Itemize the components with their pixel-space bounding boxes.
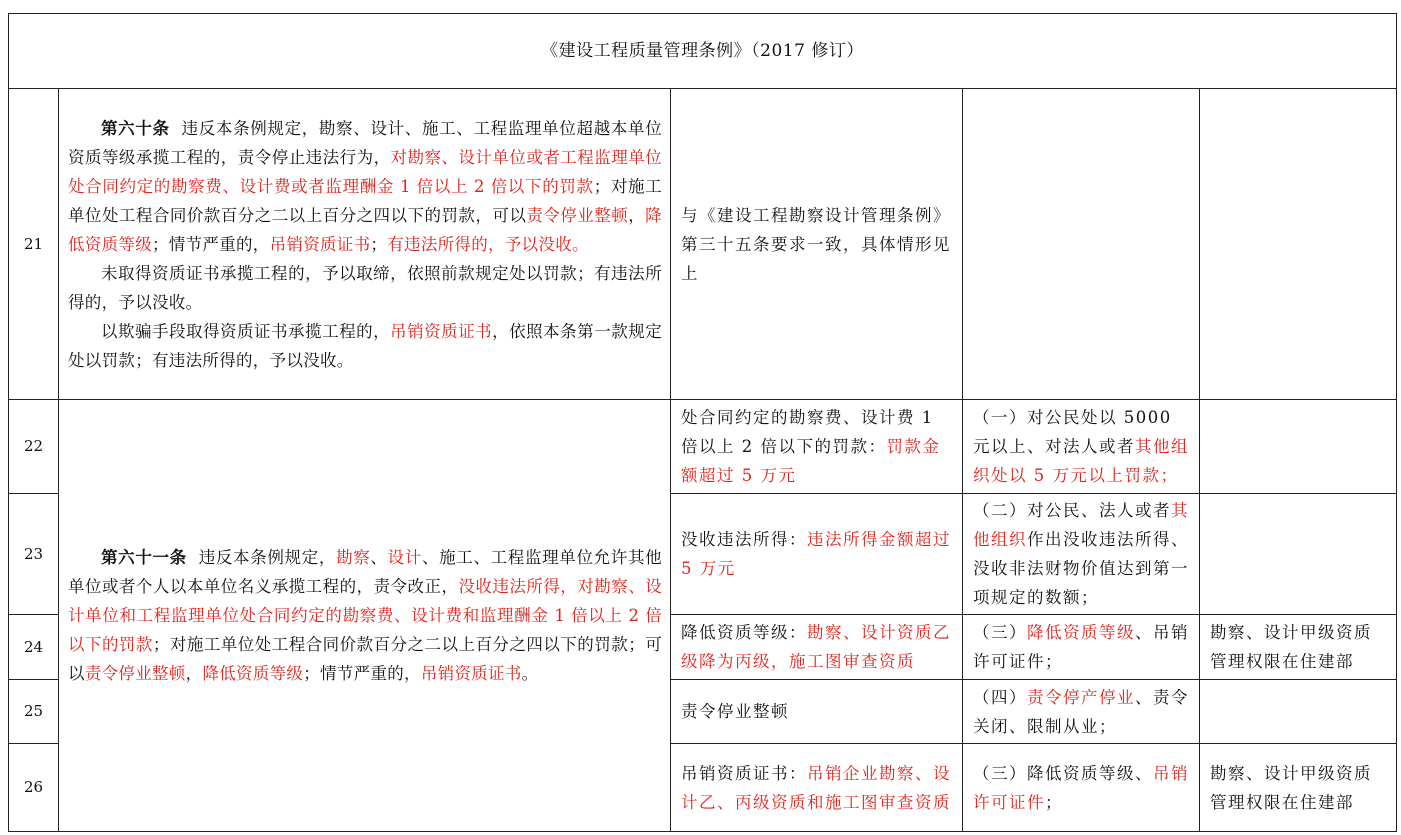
- text-segment: ；情节严重的，: [152, 234, 270, 254]
- regulation-table: [8, 13, 1397, 832]
- highlight-text: 违法所得金额超过 5 万元: [681, 530, 951, 578]
- basis-cell: [963, 615, 1200, 680]
- highlight-text: 责令停业整顿: [526, 205, 629, 225]
- text-segment: （一）对公民处以 5000 元以上、对法人或者: [973, 408, 1172, 456]
- standard-cell: [671, 494, 963, 615]
- highlight-text: 降低资质等级: [68, 205, 662, 254]
- highlight-text: 吊销资质证书: [269, 234, 371, 254]
- note-cell: 勘察、设计甲级资质管理权限在住建部: [1200, 744, 1397, 832]
- highlight-text: 设计: [387, 548, 422, 567]
- title-row: [9, 14, 1397, 89]
- text-segment: 作出没收违法所得、没收非法财物价值达到第一项规定的数额；: [973, 530, 1189, 607]
- text-segment: ；情节严重的，: [303, 664, 421, 683]
- article-61-paragraph: [68, 543, 662, 688]
- basis-cell: [963, 744, 1200, 832]
- text-segment: ；对施工单位处工程合同价款百分之二以上百分之四以下的罚款，可以: [68, 176, 662, 225]
- article-60-paragraph-2: 未取得资质证书承揽工程的，予以取缔，依照前款规定处以罚款；有违法所得的，予以没收。: [68, 263, 662, 312]
- text-segment: 。: [521, 664, 539, 683]
- text-segment: 降低资质等级：: [681, 623, 807, 642]
- row-number: 26: [9, 744, 59, 832]
- text-segment: 以欺骗手段取得资质证书承揽工程的，: [101, 321, 391, 341]
- text-segment: ；: [370, 234, 388, 254]
- article-61-text: [59, 400, 671, 832]
- table-row: [9, 89, 1397, 400]
- standard-cell: 与《建设工程勘察设计管理条例》第三十五条要求一致，具体情形见上: [671, 89, 963, 400]
- text-segment: （三）降低资质等级、: [973, 763, 1153, 783]
- row-number: 24: [9, 615, 59, 680]
- standard-cell: [671, 400, 963, 494]
- table-row: [9, 400, 1397, 494]
- row-number: 22: [9, 400, 59, 494]
- text-segment: ，依照本条第一款规定处以罚款；有违法所得的，予以没收。: [68, 321, 663, 370]
- text-segment: 、吊销许可证件；: [973, 623, 1189, 671]
- highlight-text: 对勘察、设计单位或者工程监理单位处合同约定的勘察费、设计费或者监理酬金 1 倍以上 2 倍以下的罚款: [68, 147, 662, 196]
- article-60-text: [59, 89, 671, 400]
- highlight-text: 吊销企业勘察、设计乙、丙级资质和施工图审查资质: [681, 763, 951, 812]
- text-segment: ；对施工单位处工程合同价款百分之二以上百分之四以下的罚款；可以: [68, 635, 663, 683]
- text-segment: 违反本条例规定，勘察、设计、施工、工程监理单位超越本单位资质等级承揽工程的，责令停止违法行为，: [68, 118, 663, 167]
- article-60-heading: 第六十条: [101, 118, 170, 138]
- highlight-text: 勘察、设计资质乙级降为丙级，施工图审查资质: [681, 623, 951, 671]
- note-cell: 勘察、设计甲级资质管理权限在住建部: [1200, 615, 1397, 680]
- row-number: 21: [9, 89, 59, 400]
- text-segment: ；: [1045, 792, 1063, 812]
- article-61-heading: 第六十一条: [101, 548, 187, 567]
- page-title: 《建设工程质量管理条例》（2017 修订）: [9, 14, 1397, 89]
- highlight-text: 有违法所得的，予以没收。: [387, 234, 589, 254]
- text-segment: （四）: [973, 687, 1027, 707]
- article-60-paragraph-3: [68, 317, 662, 375]
- text-segment: 、责令关闭、限制从业；: [973, 687, 1189, 736]
- text-segment: 违反本条例规定，: [198, 548, 337, 567]
- text-segment: （二）对公民、法人或者: [973, 501, 1171, 520]
- basis-cell: [963, 400, 1200, 494]
- text-segment: 、: [370, 548, 388, 567]
- highlight-text: 责令停业整顿: [84, 664, 186, 683]
- row-number: 23: [9, 494, 59, 615]
- highlight-text: 罚款金额超过 5 万元: [681, 437, 941, 485]
- article-60-paragraph-1: [68, 114, 662, 259]
- note-cell: [1200, 494, 1397, 615]
- standard-cell: [671, 744, 963, 832]
- note-cell: [1200, 89, 1397, 400]
- highlight-text: 没收违法所得，对勘察、设计单位和工程监理单位处合同约定的勘察费、设计费和监理酬金 1 倍以上 2 倍以下的罚款: [68, 577, 662, 654]
- highlight-text: 降低资质等级: [1027, 623, 1135, 642]
- note-cell: [1200, 400, 1397, 494]
- text-segment: ，: [628, 205, 646, 225]
- text-segment: （三）: [973, 623, 1027, 642]
- standard-cell: [671, 615, 963, 680]
- highlight-text: 吊销许可证件: [973, 763, 1189, 812]
- basis-cell: [963, 89, 1200, 400]
- highlight-text: 其他组织: [973, 501, 1189, 549]
- basis-cell: [963, 494, 1200, 615]
- text-segment: 处合同约定的勘察费、设计费 1 倍以上 2 倍以下的罚款：: [681, 408, 934, 456]
- highlight-text: 勘察: [336, 548, 371, 567]
- highlight-text: 吊销资质证书: [420, 664, 522, 683]
- highlight-text: 责令停产停业: [1027, 687, 1135, 707]
- text-segment: ，: [185, 664, 203, 683]
- row-number: 25: [9, 680, 59, 744]
- text-segment: 没收违法所得：: [681, 530, 807, 549]
- standard-cell: 责令停业整顿: [671, 680, 963, 744]
- highlight-text: 其他组织处以 5 万元以上罚款；: [973, 437, 1189, 485]
- text-segment: 、施工、工程监理单位允许其他单位或者个人以本单位名义承揽工程的，责令改正，: [68, 548, 662, 596]
- text-segment: 吊销资质证书：: [681, 763, 807, 783]
- highlight-text: 吊销资质证书: [390, 321, 493, 341]
- basis-cell: [963, 680, 1200, 744]
- note-cell: [1200, 680, 1397, 744]
- highlight-text: 降低资质等级: [202, 664, 304, 683]
